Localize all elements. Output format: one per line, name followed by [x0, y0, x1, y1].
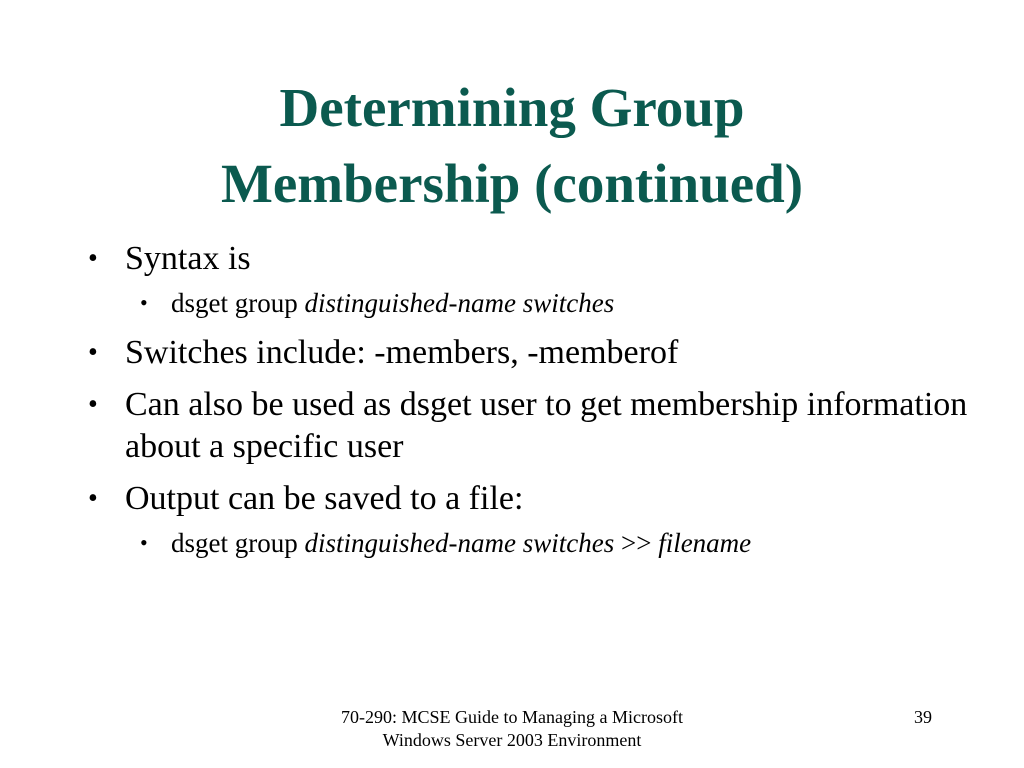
- bullet-list: [88, 238, 968, 572]
- sub-bullet-command: dsget group: [171, 528, 305, 558]
- sub-bullet-item: [88, 526, 968, 560]
- slide-title-line-2: Membership (continued): [220, 153, 804, 214]
- sub-bullet-item: [88, 286, 968, 320]
- bullet-text: Syntax is: [125, 240, 251, 277]
- bullet-marker: •: [88, 483, 98, 514]
- sub-bullet-arguments: distinguished-name switches: [304, 288, 615, 318]
- sub-bullet-marker: •: [140, 290, 148, 315]
- slide-title: [60, 70, 964, 222]
- bullet-marker: •: [88, 389, 98, 420]
- bullet-text: Can also be used as dsget user to get membership information about a specific user: [125, 386, 968, 465]
- sub-bullet-arguments: distinguished-name switches: [304, 528, 615, 558]
- bullet-item: [88, 478, 968, 520]
- bullet-item: [88, 238, 968, 280]
- bullet-text: Output can be saved to a file:: [125, 480, 524, 517]
- bullet-item: [88, 332, 968, 374]
- footer-line-1: 70-290: MCSE Guide to Managing a Microsoft: [341, 707, 683, 727]
- bullet-text: Switches include: -members, -memberof: [125, 334, 679, 371]
- bullet-marker: •: [88, 243, 98, 274]
- slide-footer: [262, 706, 762, 752]
- bullet-marker: •: [88, 337, 98, 368]
- page-number: 39: [914, 707, 932, 727]
- sub-bullet-filename: filename: [658, 528, 752, 558]
- bullet-item: [88, 384, 968, 468]
- footer-line-2: Windows Server 2003 Environment: [382, 730, 642, 750]
- slide-title-line-1: Determining Group: [279, 77, 745, 138]
- sub-bullet-command: dsget group: [171, 288, 305, 318]
- sub-bullet-marker: •: [140, 530, 148, 555]
- sub-bullet-redirect-operator: >>: [614, 528, 659, 558]
